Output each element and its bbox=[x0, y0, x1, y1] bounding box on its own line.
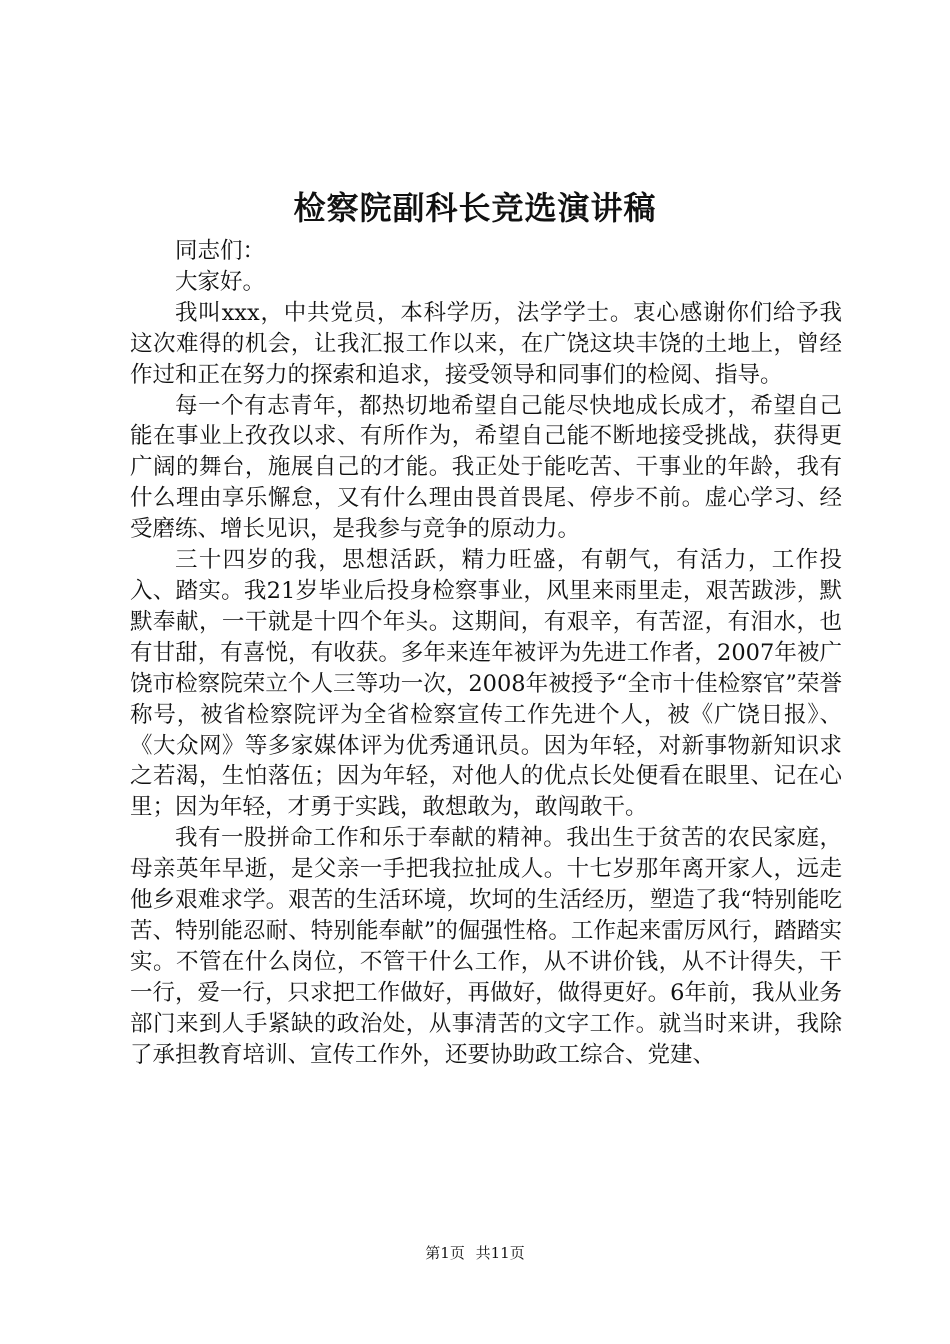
document-title: 检察院副科长竞选演讲稿 bbox=[293, 189, 657, 227]
page-total: 共11页 bbox=[475, 1244, 525, 1262]
document-body bbox=[130, 236, 842, 1070]
page-footer bbox=[0, 1243, 950, 1263]
paragraph-hello: 大家好。 bbox=[175, 268, 266, 295]
paragraph-motivation: 每一个有志青年，都热切地希望自己能尽快地成长成才，希望自己能在事业上孜孜以求、有所作为，希望自己能不断地接受挑战，获得更广阔的舞台，施展自己的才能。我正处于能吃苦、干事业的年龄，我有什么理由享乐懈怠，又有什么理由畏首畏尾、停步不前。虚心学习、经受磨练、增长见识，是我参与竞争的原动力。 bbox=[130, 392, 842, 543]
paragraph-greeting: 同志们： bbox=[175, 238, 266, 264]
paragraph-introduction: 我叫xxx，中共党员，本科学历，法学学士。衷心感谢你们给予我这次难得的机会，让我汇报工作以来，在广饶这块丰饶的土地上，曾经作过和正在努力的探索和追求，接受领导和同事们的检阅、指导。 bbox=[130, 299, 842, 388]
paragraph-dedication: 我有一股拼命工作和乐于奉献的精神。我出生于贫苦的农民家庭，母亲英年早逝，是父亲一手把我拉扯成人。十七岁那年离开家人，远走他乡艰难求学。艰苦的生活环境，坎坷的生活经历，塑造了我“特别能吃苦、特别能忍耐、特别能奉献”的倔强性格。工作起来雷厉风行，踏踏实实。不管在什么岗位，不管干什么工作，从不讲价钱，从不计得失，干一行，爱一行，只求把工作做好，再做好，做得更好。6年前，我从业务部门来到人手紧缺的政治处，从事清苦的文字工作。就当时来讲，我除了承担教育培训、宣传工作外，还要协助政工综合、党建、 bbox=[130, 825, 842, 1068]
page-number: 第1页 bbox=[425, 1244, 465, 1262]
paragraph-experience: 三十四岁的我，思想活跃，精力旺盛，有朝气，有活力，工作投入、踏实。我21岁毕业后投身检察事业，风里来雨里走，艰苦跋涉，默默奉献，一干就是十四个年头。这期间，有艰辛，有苦涩，有泪水，也有甘甜，有喜悦，有收获。多年来连年被评为先进工作者，2007年被广饶市检察院荣立个人三等功一次，2008年被授予“全市十佳检察官”荣誉称号，被省检察院评为全省检察宣传工作先进个人，被《广饶日报》、《大众网》等多家媒体评为优秀通讯员。因为年轻，对新事物新知识求之若渴，生怕落伍；因为年轻，对他人的优点长处便看在眼里、记在心里；因为年轻，才勇于实践，敢想敢为，敢闯敢干。 bbox=[130, 547, 842, 821]
